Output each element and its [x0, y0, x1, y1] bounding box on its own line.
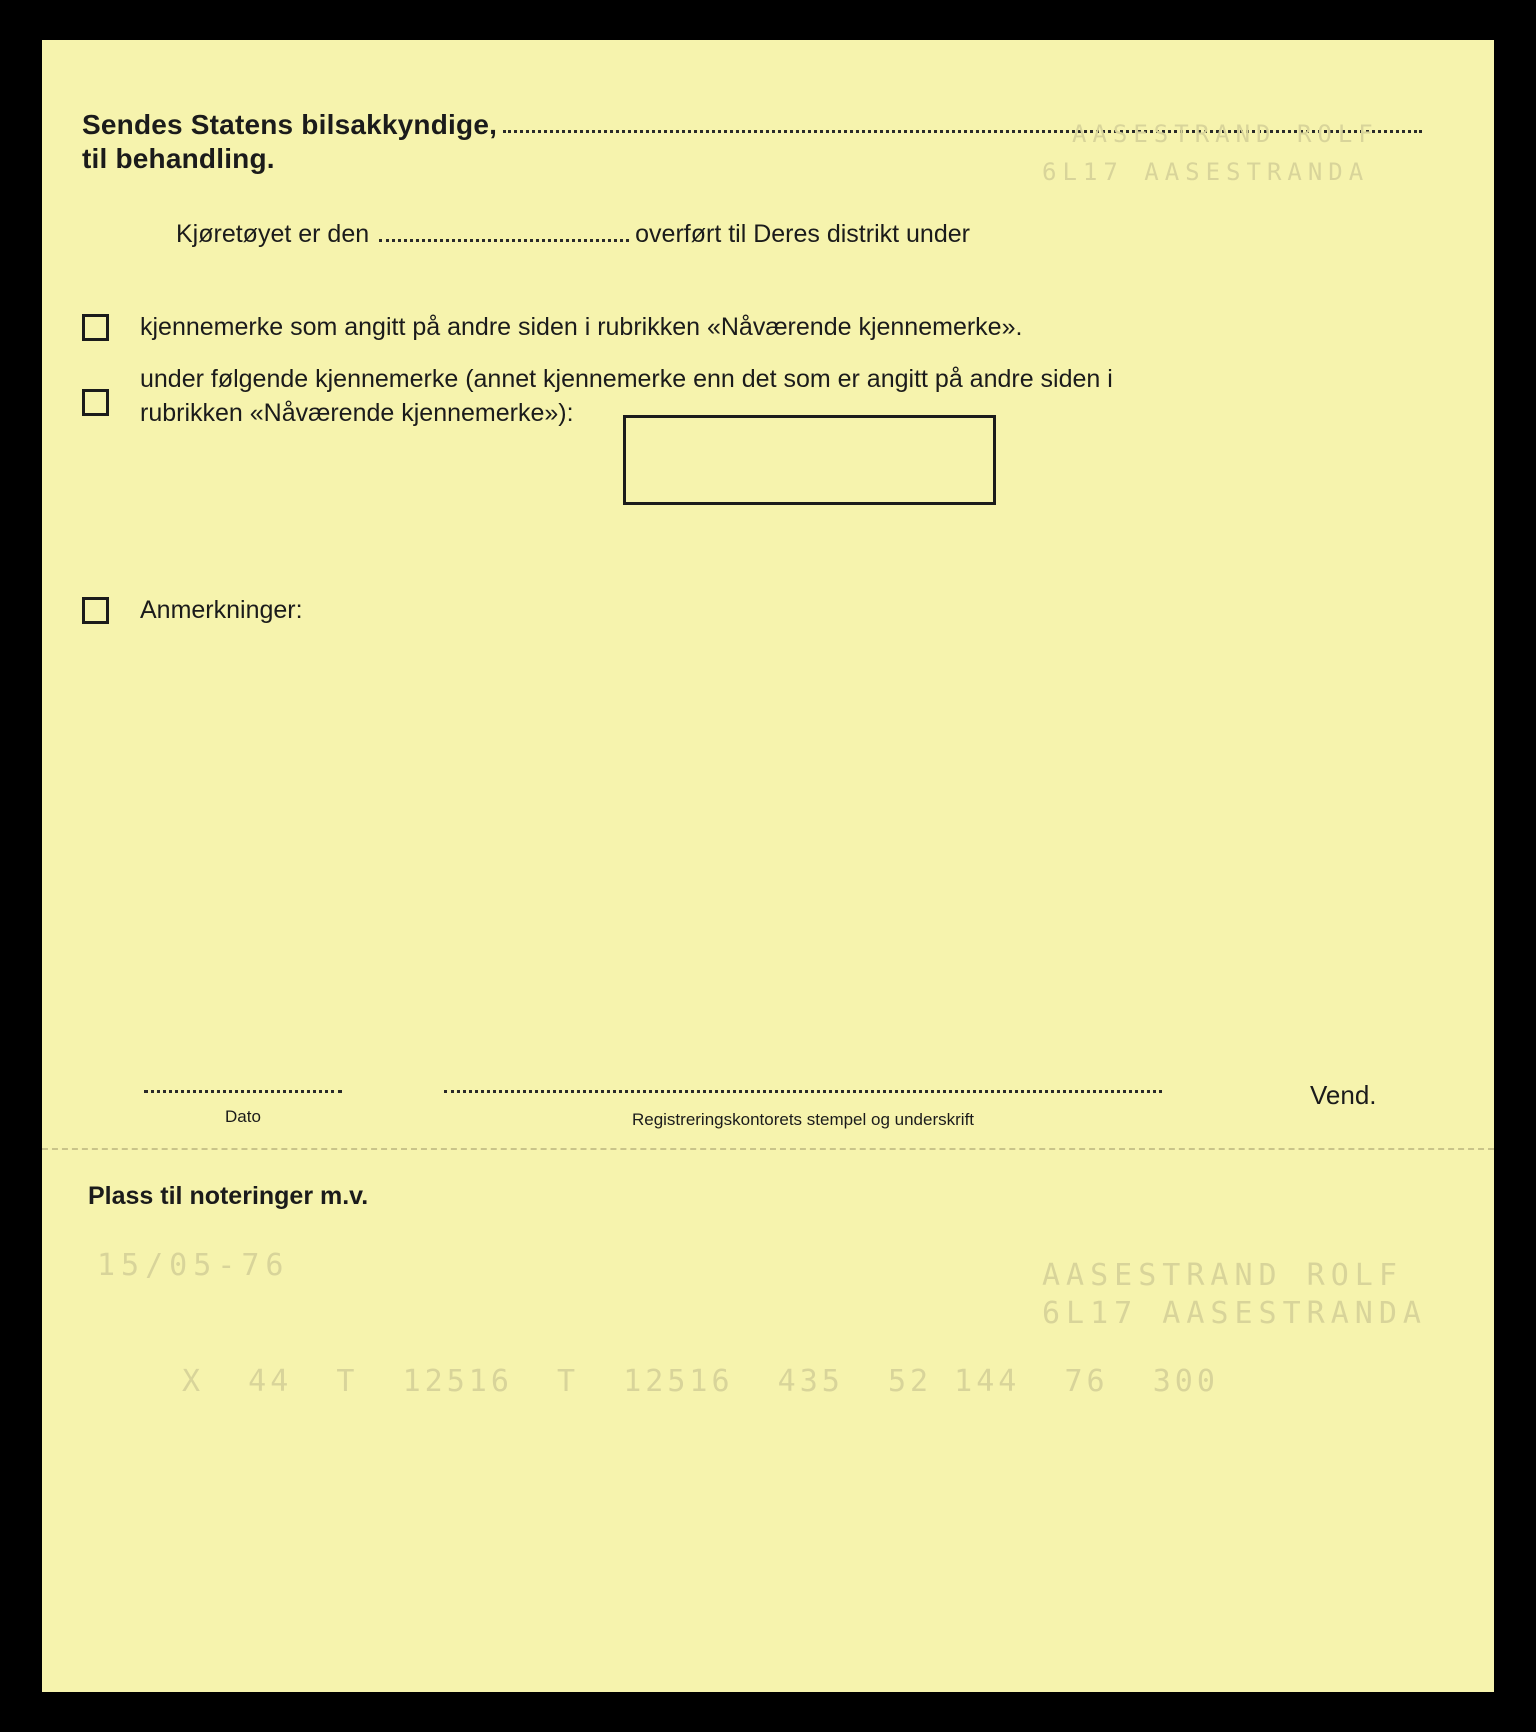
new-plate-text-line-2: rubrikken «Nåværende kjennemerke»): — [140, 399, 574, 427]
perforation-line — [42, 1148, 1494, 1150]
transfer-suffix: overført til Deres distrikt under — [635, 220, 970, 248]
notes-heading: Plass til noteringer m.v. — [88, 1182, 369, 1210]
faint-print-line-1-top: AASESTRAND ROLF — [1072, 120, 1379, 148]
stamp-signature-line[interactable] — [444, 1090, 1162, 1093]
date-signature-line[interactable] — [144, 1090, 342, 1093]
date-label: Dato — [225, 1107, 261, 1126]
heading-line-1: Sendes Statens bilsakkyndige, — [82, 109, 498, 140]
new-plate-checkbox[interactable] — [82, 389, 109, 416]
transfer-statement — [176, 220, 970, 249]
current-plate-text: kjennemerke som angitt på andre siden i rubrikken «Nåværende kjennemerke». — [140, 313, 1023, 341]
faint-print-date: 15/05-76 — [97, 1248, 290, 1283]
remarks-checkbox[interactable] — [82, 597, 109, 624]
form-page — [42, 40, 1494, 1692]
faint-print-address: 6L17 AASESTRANDA — [1042, 1296, 1427, 1331]
faint-print-codes: X 44 T 12516 T 12516 435 52 144 76 300 — [182, 1364, 1219, 1399]
stamp-signature-label: Registreringskontorets stempel og underskrift — [631, 1110, 975, 1129]
new-plate-input-box[interactable] — [623, 415, 996, 505]
faint-print-line-2-top: 6L17 AASESTRANDA — [1042, 158, 1370, 186]
remarks-label: Anmerkninger: — [140, 596, 303, 624]
turn-over-label: Vend. — [1310, 1080, 1377, 1110]
new-plate-text-line-1: under følgende kjennemerke (annet kjennemerke enn det som er angitt på andre siden i — [140, 365, 1113, 393]
heading-line-2: til behandling. — [82, 143, 275, 174]
transfer-prefix: Kjøretøyet er den — [176, 220, 370, 248]
faint-print-name: AASESTRAND ROLF — [1042, 1258, 1403, 1293]
current-plate-checkbox[interactable] — [82, 314, 109, 341]
transfer-date-field[interactable] — [379, 239, 629, 242]
